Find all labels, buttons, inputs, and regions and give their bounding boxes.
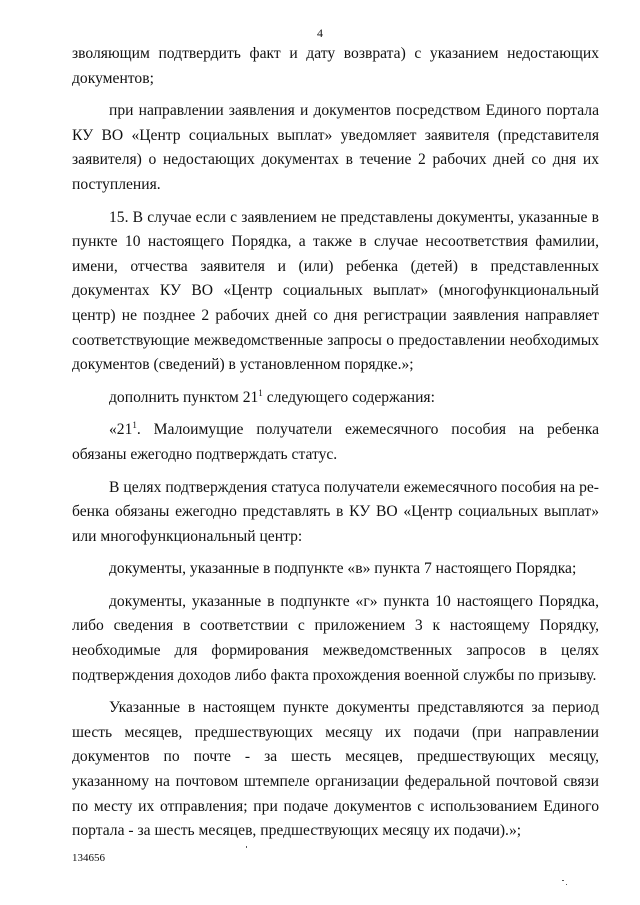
paragraph-add-item-text-end: следующего содержания: bbox=[262, 388, 435, 406]
paragraph-continuation: зволяющим подтвердить факт и дату возврата) с указанием недостающих документов; bbox=[72, 45, 599, 87]
paragraph-add-item bbox=[72, 386, 599, 411]
paragraph-item-21-1-text: . Малоимущие получатели ежемесячного пособия на ребенка обязаны ежегодно подтверждать статус. bbox=[72, 421, 599, 463]
paragraph-item-21-1 bbox=[72, 418, 599, 467]
paragraph-status-confirmation: В целях подтверждения статуса получатели ежемесячного пособия на ребенка обязаны ежегодно представлять в КУ ВО «Центр социальных выплат» или многофункциональный центр: bbox=[72, 478, 599, 545]
document-body bbox=[72, 42, 599, 844]
paragraph-item-21-1-number: «21 bbox=[109, 421, 133, 439]
paragraph-documents-v: документы, указанные в подпункте «в» пункта 7 настоящего Порядка; bbox=[109, 560, 577, 578]
paragraph-add-item-text: дополнить пунктом 21 bbox=[109, 388, 259, 406]
document-code: 134656 bbox=[72, 852, 105, 864]
scan-speck bbox=[566, 884, 567, 885]
page-number: 4 bbox=[317, 26, 323, 40]
paragraph-item-15: 15. В случае если с заявлением не представлены документы, указанные в пункте 10 настоящего Порядка, а также в случае несоответствия фамилии, имени, отчества заявителя и (или) ребенка (детей) в представленных документах КУ ВО «Центр социальных выплат» (многофункциональный центр) не позднее 2 рабочих дней со дня регистрации заявления направляет соответствующие межведомственные запросы о предоставлении необходимых документов (сведений) в установленном порядке.»; bbox=[72, 208, 599, 374]
scan-speck bbox=[562, 880, 564, 881]
paragraph-period: Указанные в настоящем пункте документы представляются за период шесть месяцев, предшествующих месяцу их подачи (при направлении документов по почте - за шесть месяцев, предшествующих месяцу, указанному на почтовом штемпеле организации федеральной почтовой связи по месту их отправления; при подаче документов с использованием Единого портала - за шесть месяцев, предшествующих месяцу их подачи).»; bbox=[72, 699, 599, 840]
paragraph-documents-g: документы, указанные в подпункте «г» пункта 10 настоящего Порядка, либо сведения в соответствии с приложением 3 к настоящему Порядку, необходимые для формирования межведомственных запросов в целях подтверждения доходов либо факта прохождения военной службы по призыву. bbox=[72, 592, 599, 684]
paragraph-portal-notice: при направлении заявления и документов посредством Единого портала КУ ВО «Центр социальных выплат» уведомляет заявителя (представителя заявителя) о недостающих документах в течение 2 рабочих дней со дня их поступления. bbox=[72, 102, 599, 193]
scan-speck bbox=[246, 846, 247, 848]
superscript: 1 bbox=[258, 387, 263, 398]
superscript: 1 bbox=[132, 420, 137, 431]
